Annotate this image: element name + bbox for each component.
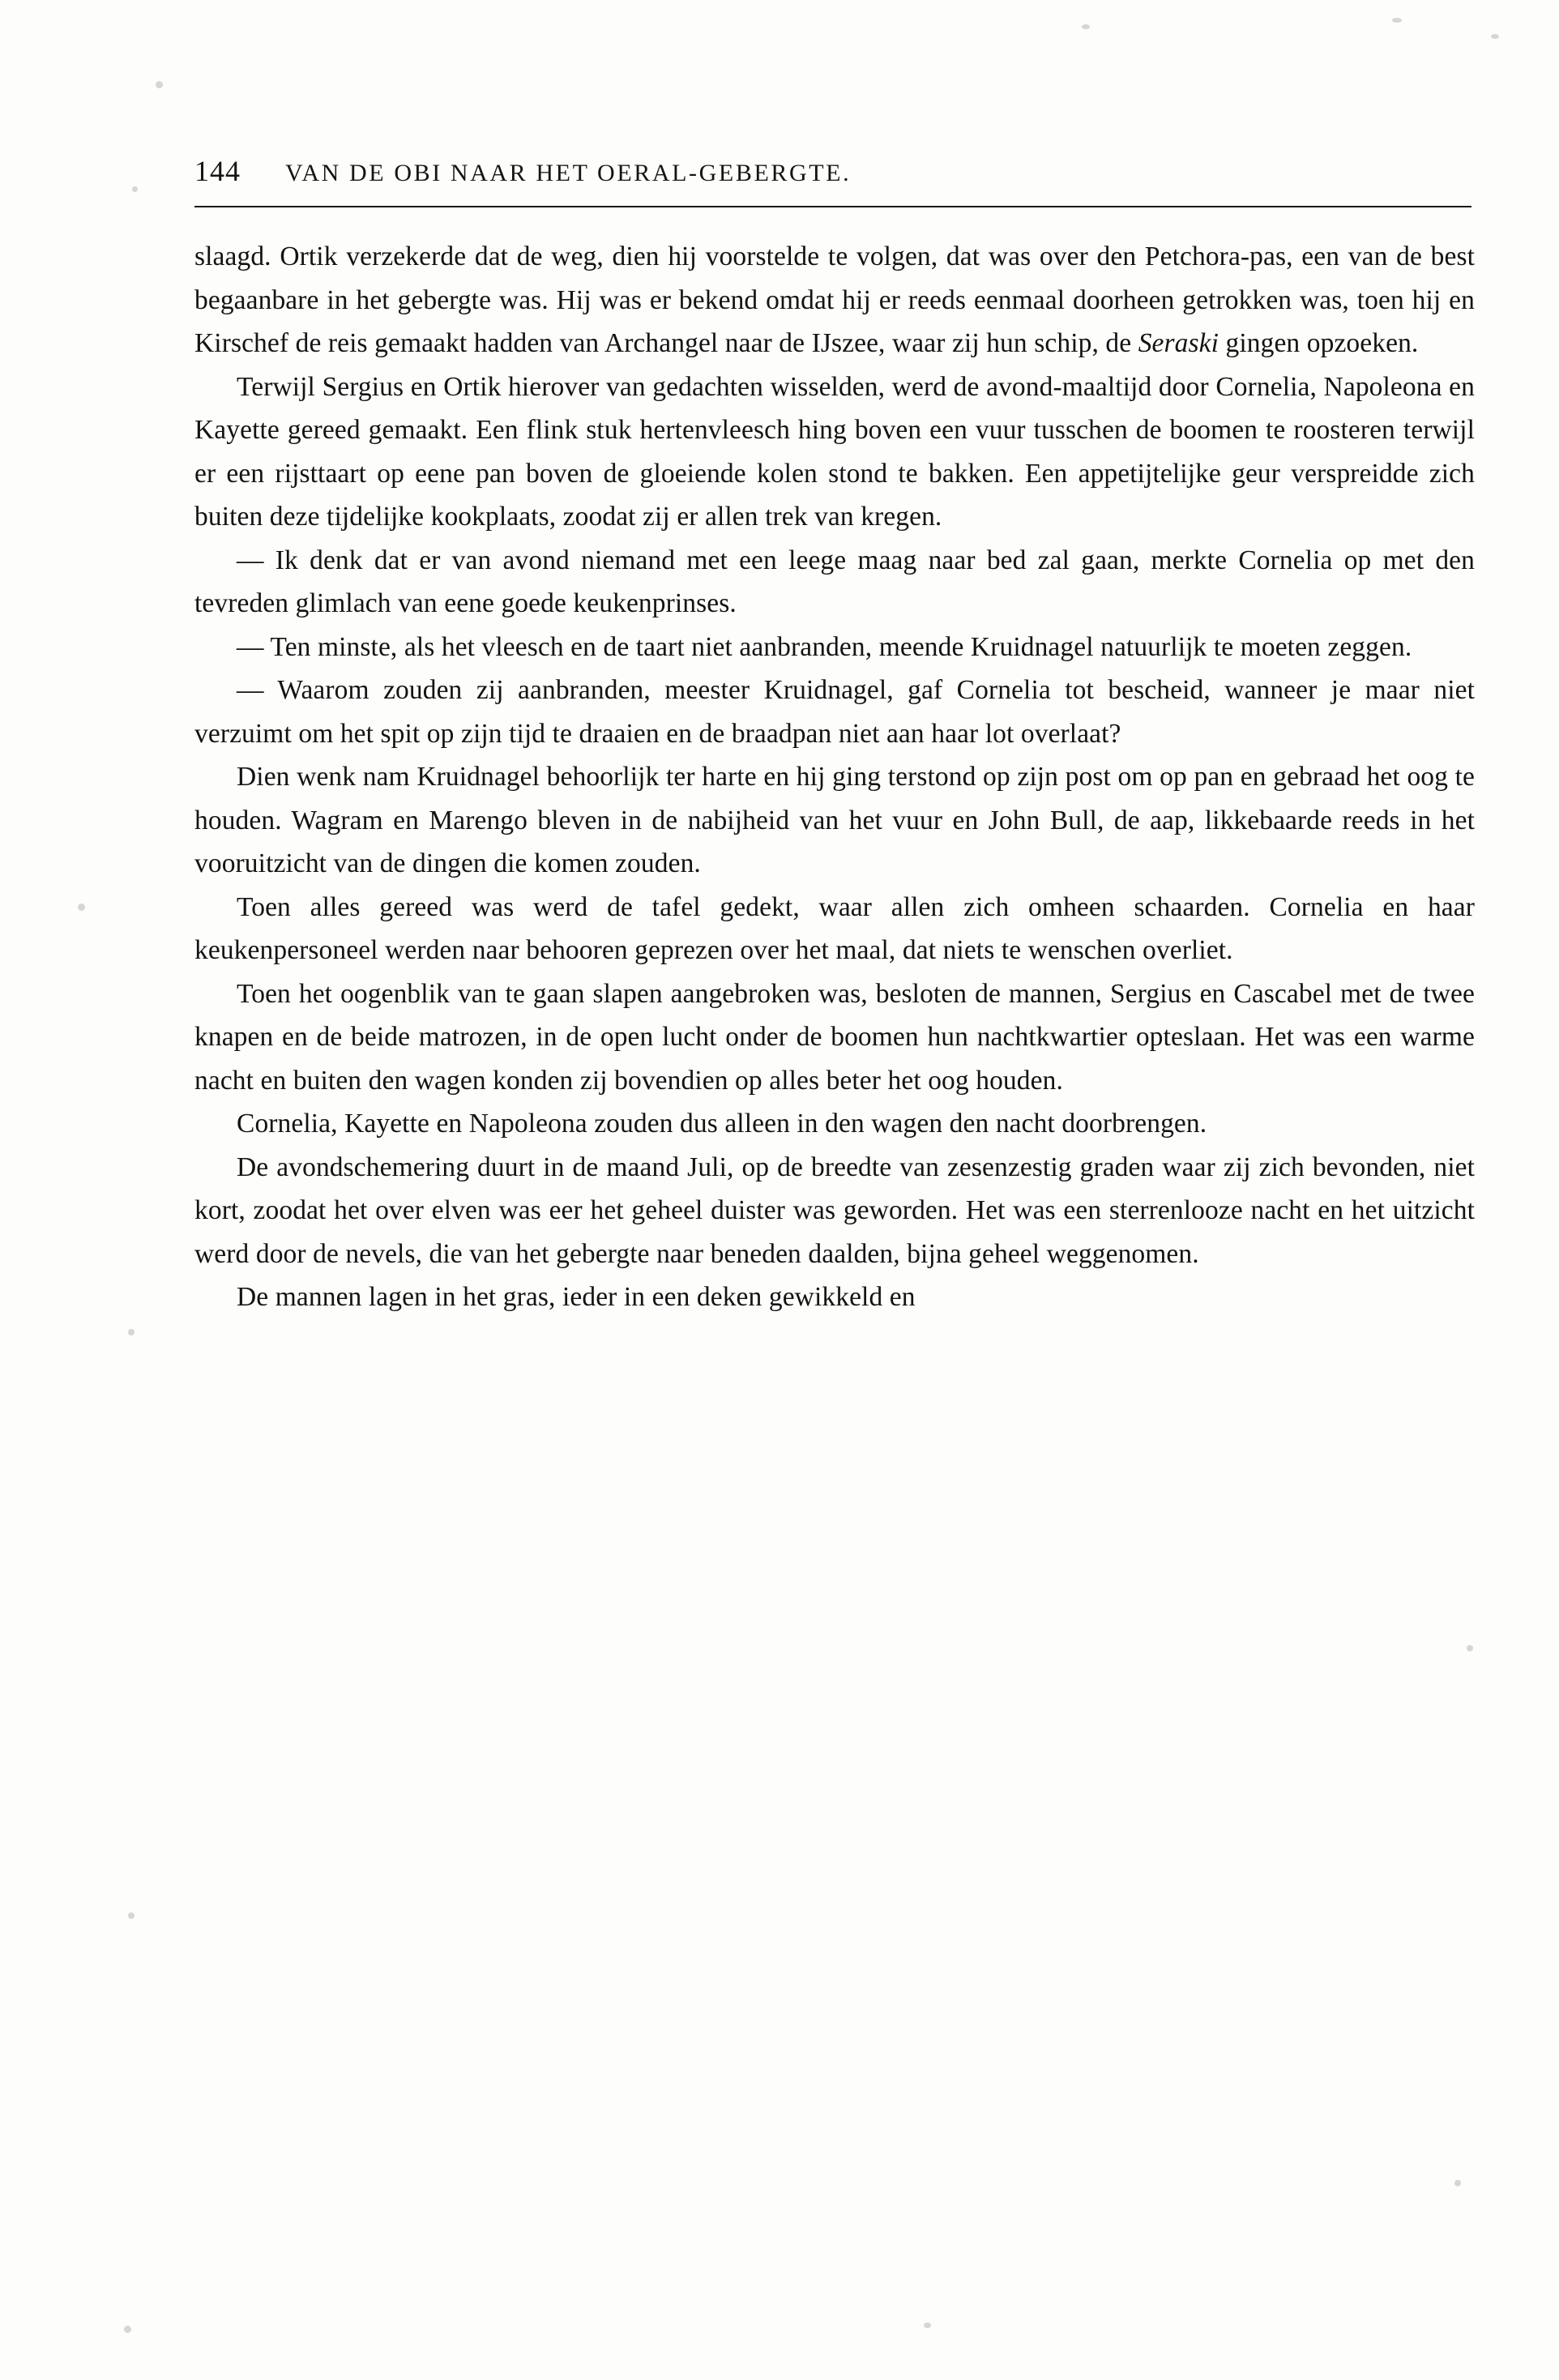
scan-speck [1467,1645,1473,1651]
header-divider [194,206,1471,207]
running-head-title: VAN DE OBI NAAR HET OERAL-GEBERGTE. [285,160,852,186]
paragraph: slaagd. Ortik verzekerde dat de weg, dien hij voorstelde te volgen, dat was over den Petchora-pas, een van de best begaanbare in het gebergte was. Hij was er bekend omdat hij er reeds eenmaal doorheen getrokken was, toen hij en Kirschef de reis gemaakt hadden van Archangel naar de IJszee, waar zij hun schip, de Seraski gingen opzoeken. [194,241,1475,358]
scan-speck [124,2326,131,2333]
paragraph: — Waarom zouden zij aanbranden, meester Kruidnagel, gaf Cornelia tot bescheid, wanneer je maar niet verzuimt om het spit op zijn tijd te draaien en de braadpan niet aan haar lot overlaat? [194,675,1475,749]
paragraph: Dien wenk nam Kruidnagel behoorlijk ter harte en hij ging terstond op zijn post om op pan en gebraad het oog te houden. Wagram en Marengo bleven in de nabijheid van het vuur en John Bull, de aap, likkebaarde reeds in het vooruitzicht van de dingen die komen zouden. [194,762,1475,878]
scan-speck [156,81,163,88]
scan-speck [128,1329,135,1335]
page-content [194,154,1475,1319]
scan-speck [924,2322,931,2328]
scan-speck [78,904,85,911]
scan-speck [1082,24,1090,29]
paragraph: Terwijl Sergius en Ortik hierover van gedachten wisselden, werd de avond-maaltijd door Cornelia, Napoleona en Kayette gereed gemaakt. Een flink stuk hertenvleesch hing boven een vuur tusschen de boomen te roosteren terwijl er een rijsttaart op eene pan boven de gloeiende kolen stond te bakken. Een appetijtelijke geur verspreidde zich buiten deze tijdelijke kookplaats, zoodat zij er allen trek van kregen. [194,371,1475,532]
scan-speck [1454,2180,1461,2186]
running-head [194,154,1475,188]
scan-speck [128,1912,135,1919]
paragraph: De avondschemering duurt in de maand Juli, op de breedte van zesenzestig graden waar zij zich bevonden, niet kort, zoodat het over elven was eer het geheel duister was geworden. Het was een sterrenlooze nacht en het uitzicht werd door de nevels, die van het gebergte naar beneden daalden, bijna geheel weggenomen. [194,1152,1475,1269]
paragraph: Toen alles gereed was werd de tafel gedekt, waar allen zich omheen schaarden. Cornelia en haar keukenpersoneel werden naar behooren geprezen over het maal, dat niets te wenschen overliet. [194,891,1475,965]
paragraph: Cornelia, Kayette en Napoleona zouden dus alleen in den wagen den nacht doorbrengen. [237,1109,1207,1139]
body-text [194,235,1475,1319]
scan-speck [1491,34,1499,39]
scan-speck [1392,18,1402,23]
paragraph: Toen het oogenblik van te gaan slapen aangebroken was, besloten de mannen, Sergius en Cascabel met de twee knapen en de beide matrozen, in de open lucht onder de boomen hun nachtkwartier opteslaan. Het was een warme nacht en buiten den wagen konden zij bovendien op alles beter het oog houden. [194,978,1475,1096]
paragraph: De mannen lagen in het gras, ieder in een deken gewikkeld en [237,1282,916,1312]
paragraph: — Ten minste, als het vleesch en de taart niet aanbranden, meende Kruidnagel natuurlijk te moeten zeggen. [237,631,1412,662]
ship-name: Seraski [1138,328,1219,358]
page-number: 144 [194,155,241,187]
paragraph: — Ik denk dat er van avond niemand met een leege maag naar bed zal gaan, merkte Cornelia op met den tevreden glimlach van eene goede keukenprinses. [194,545,1475,618]
scan-speck [132,186,138,192]
